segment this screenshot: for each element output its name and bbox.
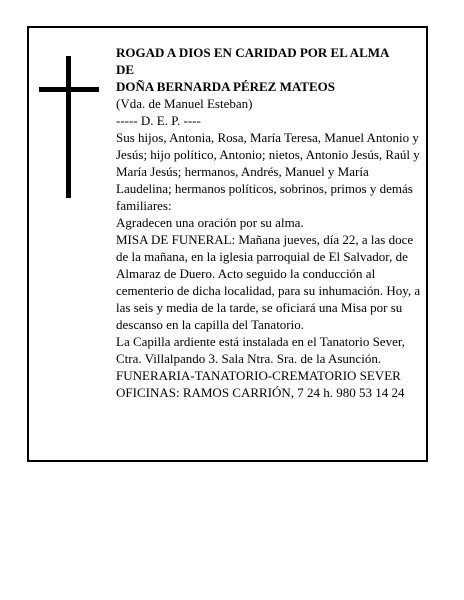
family-members: Sus hijos, Antonia, Rosa, María Teresa, Manuel Antonio y Jesús; hijo político, Antonio; nietos, Antonio Jesús, Raúl y María Jesús; hermanos, Andrés, Manuel y María Laudelina; hermanos políticos, sobrinos, primos y demás familiares: xyxy=(116,130,420,213)
offices-contact: OFICINAS: RAMOS CARRIÓN, 7 24 h. 980 53 14 24 xyxy=(116,385,405,400)
obituary-notice xyxy=(27,26,428,462)
funeral-home-name: FUNERARIA-TANATORIO-CREMATORIO SEVER xyxy=(116,368,401,383)
heading-line-2: DE xyxy=(116,62,135,77)
thanks-line: Agradecen una oración por su alma. xyxy=(116,215,304,230)
deceased-name: DOÑA BERNARDA PÉREZ MATEOS xyxy=(116,79,335,94)
widow-of: (Vda. de Manuel Esteban) xyxy=(116,96,253,111)
heading-line-1: ROGAD A DIOS EN CARIDAD POR EL ALMA xyxy=(116,45,390,60)
notice-text xyxy=(116,44,422,401)
funeral-mass-details: MISA DE FUNERAL: Mañana jueves, día 22, a las doce de la mañana, en la iglesia parroquial de El Salvador, de Almaraz de Duero. Acto seguido la conducción al cementerio de dicha localidad, para su inhumación. Hoy, a las seis y media de la tarde, se oficiará una Misa por su descanso en la capilla del Tanatorio. xyxy=(116,232,421,332)
cross-vertical-bar xyxy=(66,56,71,198)
cross-horizontal-bar xyxy=(39,87,99,92)
cross-icon xyxy=(39,56,99,198)
chapel-location: La Capilla ardiente está instalada en el Tanatorio Sever, Ctra. Villalpando 3. Sala Ntra. Sra. de la Asunción. xyxy=(116,334,405,366)
rest-in-peace: ----- D. E. P. ---- xyxy=(116,113,201,128)
